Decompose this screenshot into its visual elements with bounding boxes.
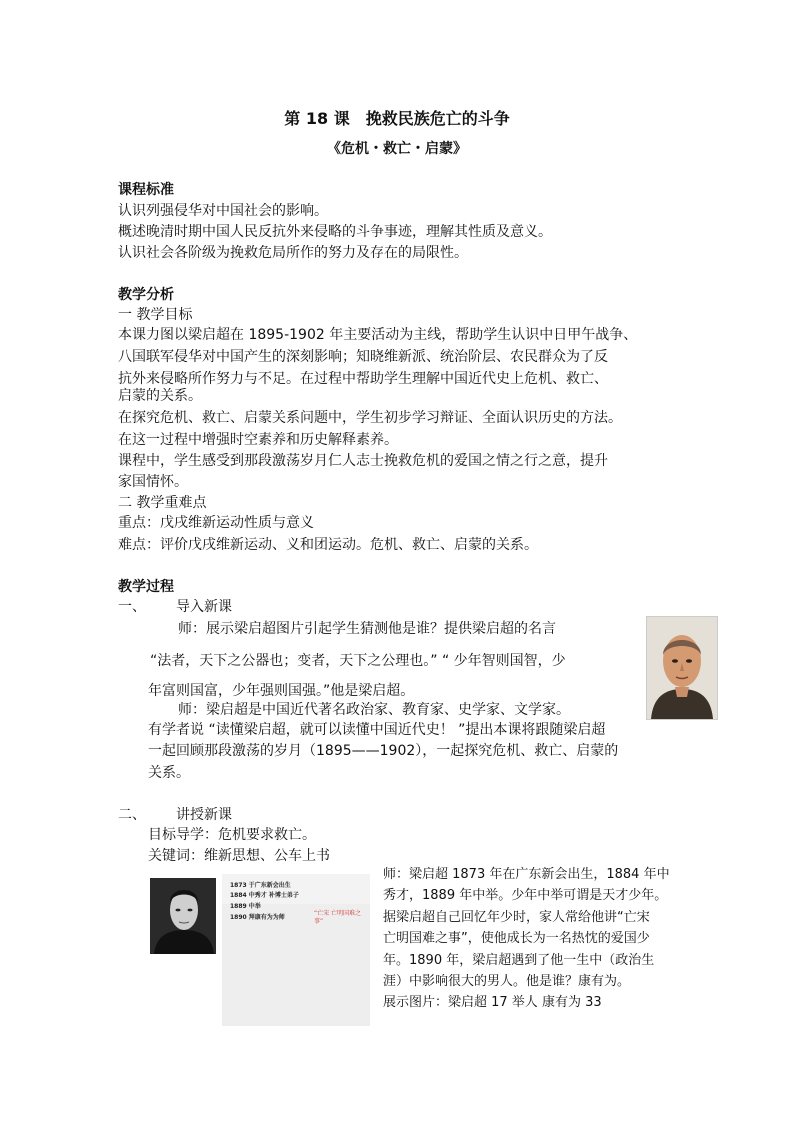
goals-line: 在探究危机、救亡、启蒙关系问题中，学生初步学习辩证、全面认识历史的方法。 bbox=[118, 410, 622, 426]
lesson-subtitle: 《危机・救亡・启蒙》 bbox=[327, 141, 467, 157]
lesson-title: 第 18 课 挽救民族危亡的斗争 bbox=[284, 109, 510, 128]
part1-title: 导入新课 bbox=[176, 599, 232, 615]
difficulty-heading: 二 教学重难点 bbox=[118, 495, 207, 511]
process-heading: 教学过程 bbox=[118, 579, 174, 595]
goals-line: 本课力图以梁启超在 1895-1902 年主要活动为主线，帮助学生认识中日甲午战争、 bbox=[118, 327, 638, 343]
slide-timeline-item: 1889 中举 bbox=[230, 903, 261, 910]
timeline-slide-image bbox=[148, 874, 370, 1026]
story-line: 涯）中影响很大的男人。他是谁？康有为。 bbox=[383, 974, 631, 989]
curriculum-line: 概述晚清时期中国人民反抗外来侵略的斗争事迹，理解其性质及意义。 bbox=[118, 224, 552, 240]
goals-heading: 一 教学目标 bbox=[118, 307, 193, 323]
goals-line: 在这一过程中增强时空素养和历史解释素养。 bbox=[118, 432, 398, 448]
intro-line: “法者，天下之公器也；变者，天下之公理也。” “ 少年智则国智，少 bbox=[150, 653, 566, 669]
curriculum-heading: 课程标准 bbox=[118, 182, 174, 198]
story-line: 秀才，1889 年中举。少年中举可谓是天才少年。 bbox=[383, 888, 668, 903]
intro-line: 关系。 bbox=[148, 765, 190, 781]
part1-number: 一、 bbox=[118, 599, 146, 615]
slide-timeline-item: 1890 拜康有为为师 bbox=[230, 914, 285, 921]
liang-qichao-portrait bbox=[646, 616, 718, 720]
slide-quote: “亡宋 亡明国难之事” bbox=[314, 910, 362, 925]
young-liang-photo bbox=[148, 874, 222, 1026]
slide-timeline-item: 1884 中秀才 补博士弟子 bbox=[230, 892, 299, 899]
slide-timeline-item: 1873 于广东新会出生 bbox=[230, 882, 291, 889]
intro-line: 师：梁启超是中国近代著名政治家、教育家、史学家、文学家。 bbox=[178, 702, 570, 718]
intro-line: 年富则国富，少年强则国强。”他是梁启超。 bbox=[148, 683, 415, 699]
intro-line: 师：展示梁启超图片引起学生猜测他是谁？提供梁启超的名言 bbox=[178, 621, 556, 637]
story-line: 展示图片：梁启超 17 举人 康有为 33 bbox=[383, 995, 602, 1010]
keywords-line: 关键词：维新思想、公车上书 bbox=[148, 848, 330, 864]
curriculum-line: 认识社会各阶级为挽救危局所作的努力及存在的局限性。 bbox=[118, 245, 468, 261]
intro-line: 有学者说 “读懂梁启超，就可以读懂中国近代史！ ”提出本课将跟随梁启超 bbox=[148, 722, 606, 738]
story-line: 据梁启超自己回忆年少时，家人常给他讲“亡宋 bbox=[383, 910, 650, 925]
part2-number: 二、 bbox=[118, 807, 146, 823]
goals-line: 八国联军侵华对中国产生的深刻影响；知晓维新派、统治阶层、农民群众为了反 bbox=[118, 349, 608, 365]
part2-title: 讲授新课 bbox=[176, 807, 232, 823]
story-line: 亡明国难之事”，使他成长为一名热忱的爱国少 bbox=[383, 931, 650, 946]
focus-line: 重点：戊戌维新运动性质与意义 bbox=[118, 515, 314, 531]
goals-line: 课程中，学生感受到那段激荡岁月仁人志士挽救危机的爱国之情之行之意，提升 bbox=[118, 453, 608, 469]
analysis-heading: 教学分析 bbox=[118, 287, 174, 303]
story-line: 师：梁启超 1873 年在广东新会出生，1884 年中 bbox=[383, 867, 670, 882]
guide-line: 目标导学：危机要求救亡。 bbox=[148, 827, 316, 843]
difficulty-line: 难点：评价戊戌维新运动、义和团运动。危机、救亡、启蒙的关系。 bbox=[118, 537, 538, 553]
goals-line: 家国情怀。 bbox=[118, 474, 188, 490]
curriculum-line: 认识列强侵华对中国社会的影响。 bbox=[118, 203, 328, 219]
intro-line: 一起回顾那段激荡的岁月（1895——1902），一起探究危机、救亡、启蒙的 bbox=[148, 743, 619, 759]
slide-header-band bbox=[222, 874, 370, 904]
goals-line: 抗外来侵略所作努力与不足。在过程中帮助学生理解中国近代史上危机、救亡、 bbox=[118, 371, 608, 387]
goals-line: 启蒙的关系。 bbox=[118, 388, 202, 404]
story-line: 年。1890 年，梁启超遇到了他一生中（政治生 bbox=[383, 953, 655, 968]
